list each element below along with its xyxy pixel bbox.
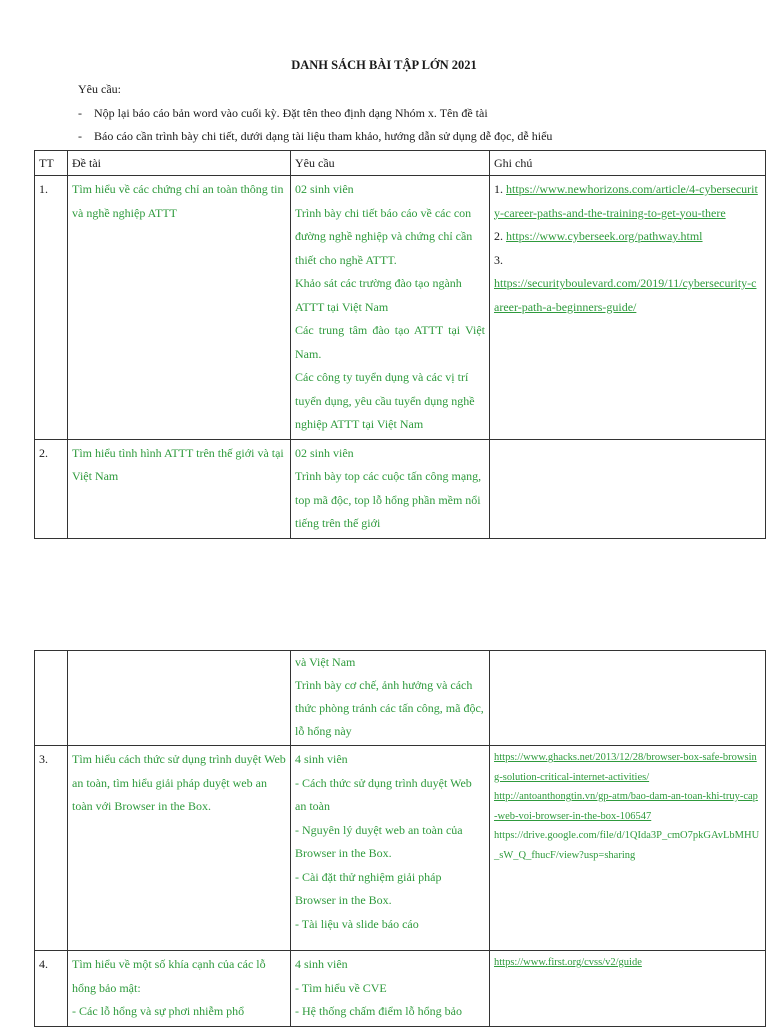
note-link[interactable]: https://www.cyberseek.org/pathway.html — [506, 229, 703, 243]
req-line: Khảo sát các trường đào tạo ngành ATTT tại Việt Nam — [295, 276, 462, 314]
note-item: 3. https://securityboulevard.com/2019/11/cybersecurity-career-path-a-beginners-guide/ — [494, 252, 757, 314]
notes-cell — [490, 651, 766, 746]
req-line: Trình bày chi tiết báo cáo về các con đường nghề nghiệp và chứng chỉ cần thiết cho nghề ATTT. — [295, 205, 473, 267]
document-title: DANH SÁCH BÀI TẬP LỚN 2021 — [291, 58, 477, 72]
req-line: 02 sinh viên — [295, 445, 354, 460]
table-row — [35, 439, 766, 538]
topic-cell — [68, 651, 291, 746]
requirements-cell — [291, 651, 490, 746]
topic-cell: Tìm hiểu tình hình ATTT trên thế giới và tại Việt Nam — [68, 439, 291, 538]
assignment-table-continued — [34, 650, 766, 1027]
req-line: - Nguyên lý duyệt web an toàn của Browser in the Box. — [295, 822, 463, 860]
header-topic: Đề tài — [68, 151, 291, 176]
note-item: 1. https://www.newhorizons.com/article/4-cybersecurity-career-paths-and-the-training-to-get-you-there — [494, 182, 758, 220]
table-row — [35, 746, 766, 951]
requirements-cell — [291, 746, 490, 951]
req-line: Các trung tâm đào tạo ATTT tại Việt Nam. — [295, 323, 485, 361]
requirements-cell — [291, 951, 490, 1027]
table-row — [35, 651, 766, 746]
requirement-item: - Nộp lại báo cáo bản word vào cuối kỳ. Đặt tên theo định dạng Nhóm x. Tên đề tài — [78, 106, 488, 120]
notes-cell — [490, 176, 766, 440]
requirements-cell — [291, 176, 490, 440]
req-line: Trình bày top các cuộc tấn công mạng, top mã độc, top lỗ hổng phần mềm nổi tiếng trên thế giới — [295, 469, 482, 530]
req-line: - Tài liệu và slide báo cáo — [295, 916, 419, 931]
topic-cell: Tìm hiểu về các chứng chỉ an toàn thông tin và nghề nghiệp ATTT — [68, 176, 291, 440]
note-link[interactable]: https://securityboulevard.com/2019/11/cybersecurity-career-path-a-beginners-guide/ — [494, 276, 757, 314]
note-link[interactable]: https://www.ghacks.net/2013/12/28/browser-box-safe-browsing-solution-critical-internet-activities/ — [494, 752, 757, 783]
req-line: Trình bày cơ chế, ảnh hưởng và cách thức phòng tránh các tấn công, mã độc, lỗ hổng này — [295, 678, 484, 738]
note-text: https://drive.google.com/file/d/1QIda3P_cmO7pkGAvLbMHU_sW_Q_fhucF/view?usp=sharing — [494, 830, 760, 861]
req-line: 4 sinh viên — [295, 752, 348, 766]
note-item: 2. https://www.cyberseek.org/pathway.html — [494, 229, 703, 243]
row-number — [35, 651, 68, 746]
topic-line: Tìm hiểu về một số khía cạnh của các lỗ hổng bảo mật: — [72, 957, 266, 995]
table-row — [35, 176, 766, 440]
row-number: 3. — [35, 746, 68, 951]
req-line: - Hệ thống chấm điểm lỗ hổng bảo — [295, 1004, 462, 1018]
req-line: 02 sinh viên — [295, 182, 354, 196]
table-header-row — [35, 151, 766, 176]
table-row — [35, 951, 766, 1027]
header-notes: Ghi chú — [490, 151, 766, 176]
notes-cell — [490, 746, 766, 951]
topic-cell: Tìm hiểu cách thức sử dụng trình duyệt Web an toàn, tìm hiểu giải pháp duyệt web an toàn với Browser in the Box. — [68, 746, 291, 951]
req-line: - Cách thức sử dụng trình duyệt Web an toàn — [295, 775, 472, 813]
header-requirements: Yêu cầu — [291, 151, 490, 176]
req-line: - Tìm hiểu về CVE — [295, 980, 387, 995]
note-link[interactable]: https://www.newhorizons.com/article/4-cybersecurity-career-paths-and-the-training-to-get-you-there — [494, 182, 758, 220]
topic-line: - Các lỗ hổng và sự phơi nhiễm phổ — [72, 1004, 245, 1018]
req-line: 4 sinh viên — [295, 957, 348, 971]
req-line: - Cài đặt thử nghiệm giải pháp Browser in the Box. — [295, 869, 442, 907]
row-number: 1. — [35, 176, 68, 440]
req-line: Các công ty tuyển dụng và các vị trí tuyển dụng, yêu cầu tuyển dụng nghề nghiệp ATTT tại Việt Nam — [295, 370, 475, 431]
requirement-item: - Báo cáo cần trình bày chi tiết, dưới dạng tài liệu tham khảo, hướng dẫn sử dụng dễ đọc, dễ hiểu — [78, 129, 553, 143]
header-tt: TT — [35, 151, 68, 176]
note-link[interactable]: https://www.first.org/cvss/v2/guide — [494, 957, 642, 968]
row-number: 4. — [35, 951, 68, 1027]
assignment-table — [34, 150, 766, 539]
topic-cell — [68, 951, 291, 1027]
row-number: 2. — [35, 439, 68, 538]
requirements-cell — [291, 439, 490, 538]
requirements-label: Yêu cầu: — [78, 82, 121, 96]
notes-cell — [490, 951, 766, 1027]
req-line: và Việt Nam — [295, 655, 356, 669]
notes-cell — [490, 439, 766, 538]
note-link[interactable]: http://antoanthongtin.vn/gp-atm/bao-dam-an-toan-khi-truy-cap-web-voi-browser-in-the-box-106547 — [494, 791, 758, 822]
